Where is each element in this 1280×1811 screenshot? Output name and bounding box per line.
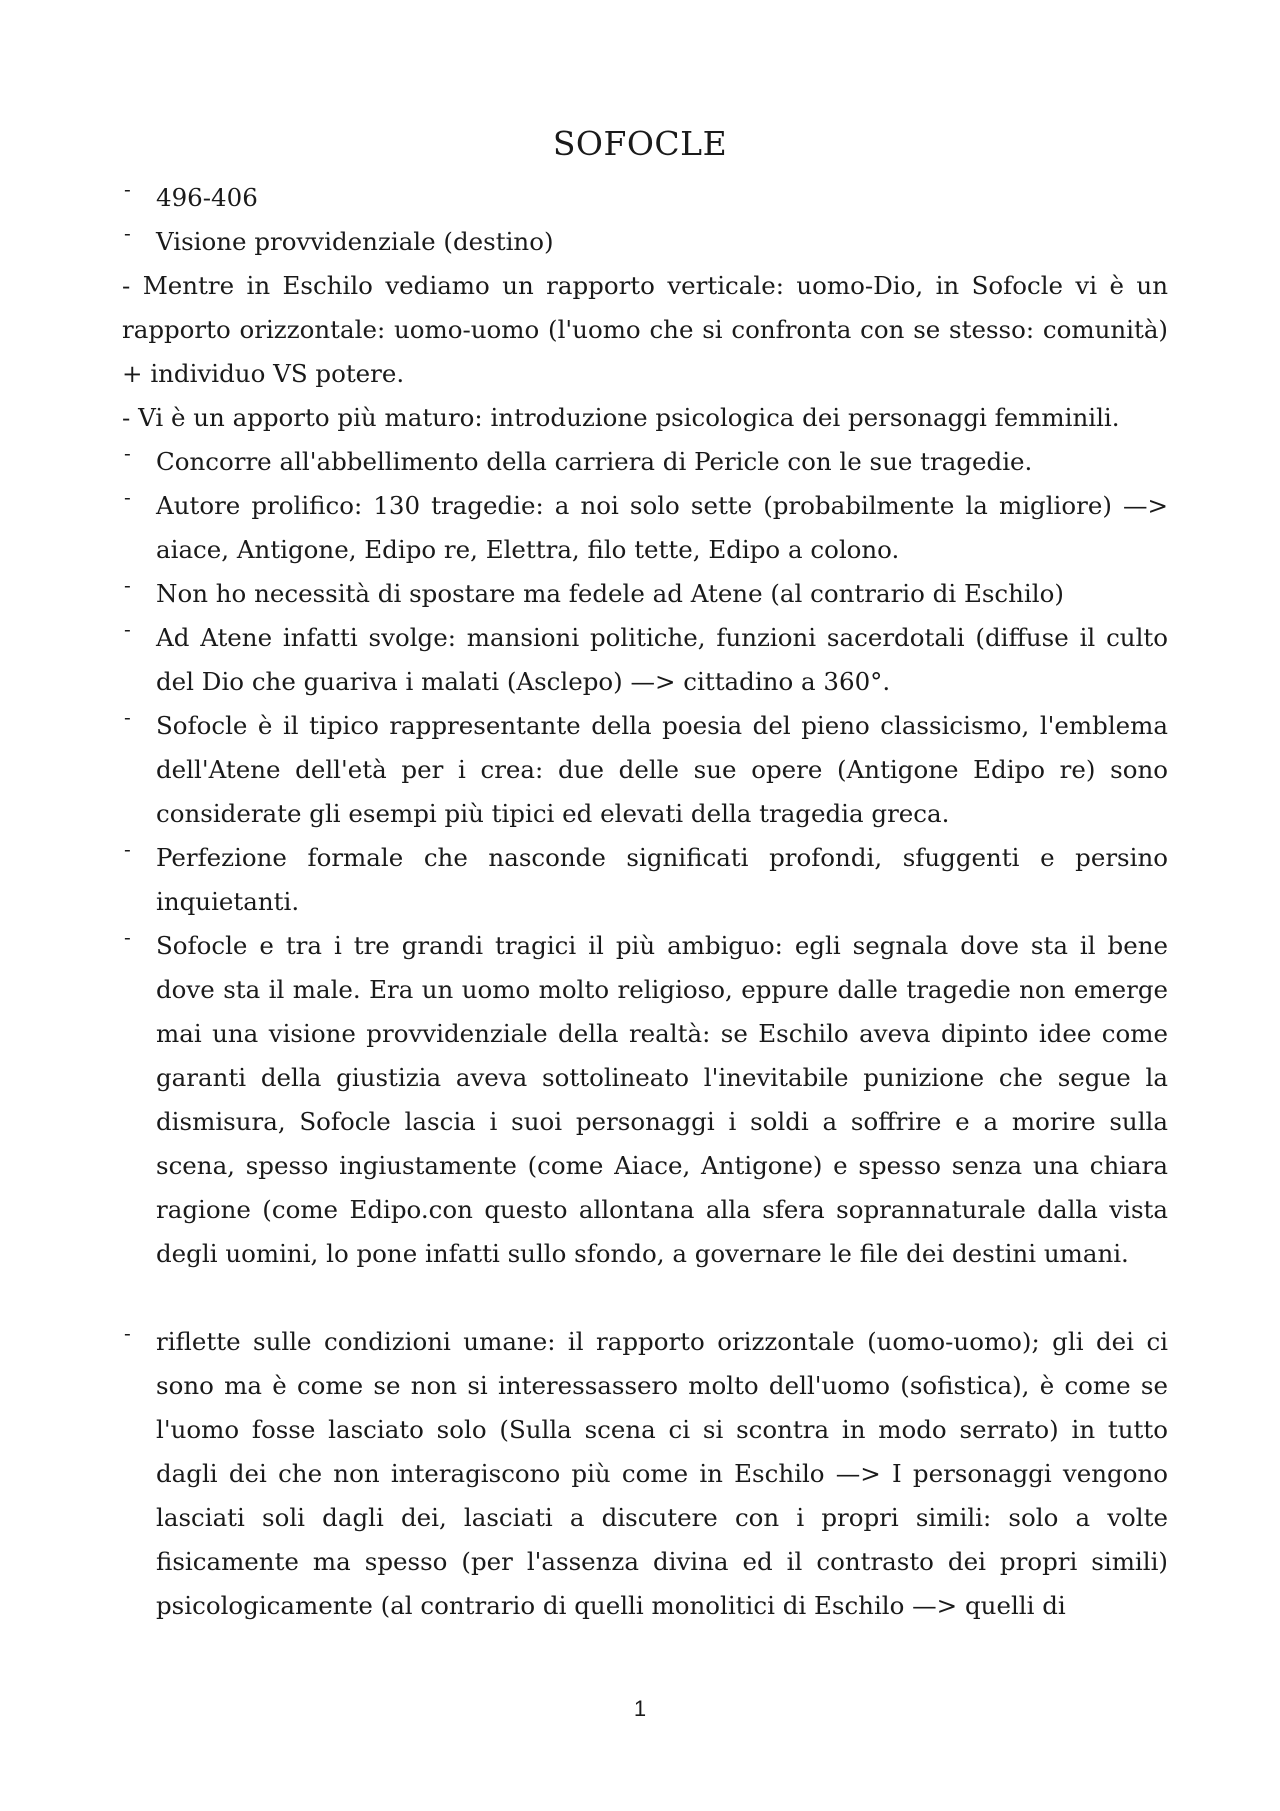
paragraph-spacer — [122, 1276, 1168, 1320]
dash-bullet: - — [124, 573, 131, 597]
bullet-item — [122, 220, 1168, 264]
bullet-text: Ad Atene infatti svolge: mansioni politiche, funzioni sacerdotali (diffuse il culto del Dio che guariva i malati (Asclepo) —> cittadino a 360°. — [156, 623, 1168, 696]
bullet-item — [122, 440, 1168, 484]
page-number: 1 — [633, 1696, 647, 1721]
bullet-item — [122, 1320, 1168, 1628]
bullet-text: Perfezione formale che nasconde significati profondi, sfuggenti e persino inquietanti. — [156, 843, 1168, 916]
bullet-text: Concorre all'abbellimento della carriera di Pericle con le sue tragedie. — [156, 447, 1033, 476]
dash-bullet: - — [124, 221, 131, 245]
dash-bullet: - — [124, 925, 131, 949]
bullet-item — [122, 704, 1168, 836]
dash-bullet: - — [124, 617, 131, 641]
bullet-item — [122, 616, 1168, 704]
bullet-text: Sofocle e tra i tre grandi tragici il più ambiguo: egli segnala dove sta il bene dove sta il male. Era un uomo molto religioso, eppure dalle tragedie non emerge mai una visione provvidenziale della realtà: se Eschilo aveva dipinto idee come garanti della giustizia aveva sottolineato l'inevitabile punizione che segue la dismisura, Sofocle lascia i suoi personaggi i soldi a soffrire e a morire sulla scena, spesso ingiustamente (come Aiace, Antigone) e spesso senza una chiara ragione (come Edipo.con questo allontana alla sfera soprannaturale dalla vista degli uomini, lo pone infatti sullo sfondo, a governare le file dei destini umani. — [156, 931, 1168, 1268]
paragraph: - Mentre in Eschilo vediamo un rapporto verticale: uomo-Dio, in Sofocle vi è un rapporto orizzontale: uomo-uomo (l'uomo che si confronta con se stesso: comunità) + individuo VS potere. — [122, 271, 1168, 388]
bullet-item — [122, 924, 1168, 1276]
bullet-item — [122, 484, 1168, 572]
dash-bullet: - — [124, 1321, 131, 1345]
bullet-text: Sofocle è il tipico rappresentante della poesia del pieno classicismo, l'emblema dell'Atene dell'età per i crea: due delle sue opere (Antigone Edipo re) sono considerate gli esempi più tipici ed elevati della tragedia greca. — [156, 711, 1168, 828]
bullet-item — [122, 572, 1168, 616]
dash-bullet: - — [124, 441, 131, 465]
page-title: SOFOCLE — [552, 124, 728, 163]
paragraph: - Vi è un apporto più maturo: introduzione psicologica dei personaggi femminili. — [122, 403, 1120, 432]
bullet-item — [122, 176, 1168, 220]
dash-bullet: - — [124, 177, 131, 201]
bullet-text: 496-406 — [156, 183, 258, 212]
dash-bullet: - — [124, 705, 131, 729]
bullet-text: Autore prolifico: 130 tragedie: a noi solo sette (probabilmente la migliore) —> aiace, Antigone, Edipo re, Elettra, filo tette, Edipo a colono. — [156, 491, 1168, 564]
bullet-text: Non ho necessità di spostare ma fedele ad Atene (al contrario di Eschilo) — [156, 579, 1064, 608]
dash-bullet: - — [124, 485, 131, 509]
bullet-text: Visione provvidenziale (destino) — [156, 227, 554, 256]
bullet-item — [122, 836, 1168, 924]
bullet-text: riflette sulle condizioni umane: il rapporto orizzontale (uomo-uomo); gli dei ci sono ma è come se non si interessassero molto dell'uomo (sofistica), è come se l'uomo fosse lasciato solo (Sulla scena ci si scontra in modo serrato) in tutto dagli dei che non interagiscono più come in Eschilo —> I personaggi vengono lasciati soli dagli dei, lasciati a discutere con i propri simili: solo a volte fisicamente ma spesso (per l'assenza divina ed il contrasto dei propri simili) psicologicamente (al contrario di quelli monolitici di Eschilo —> quelli di — [156, 1327, 1168, 1620]
dash-bullet: - — [124, 837, 131, 861]
document-body — [122, 176, 1168, 1628]
